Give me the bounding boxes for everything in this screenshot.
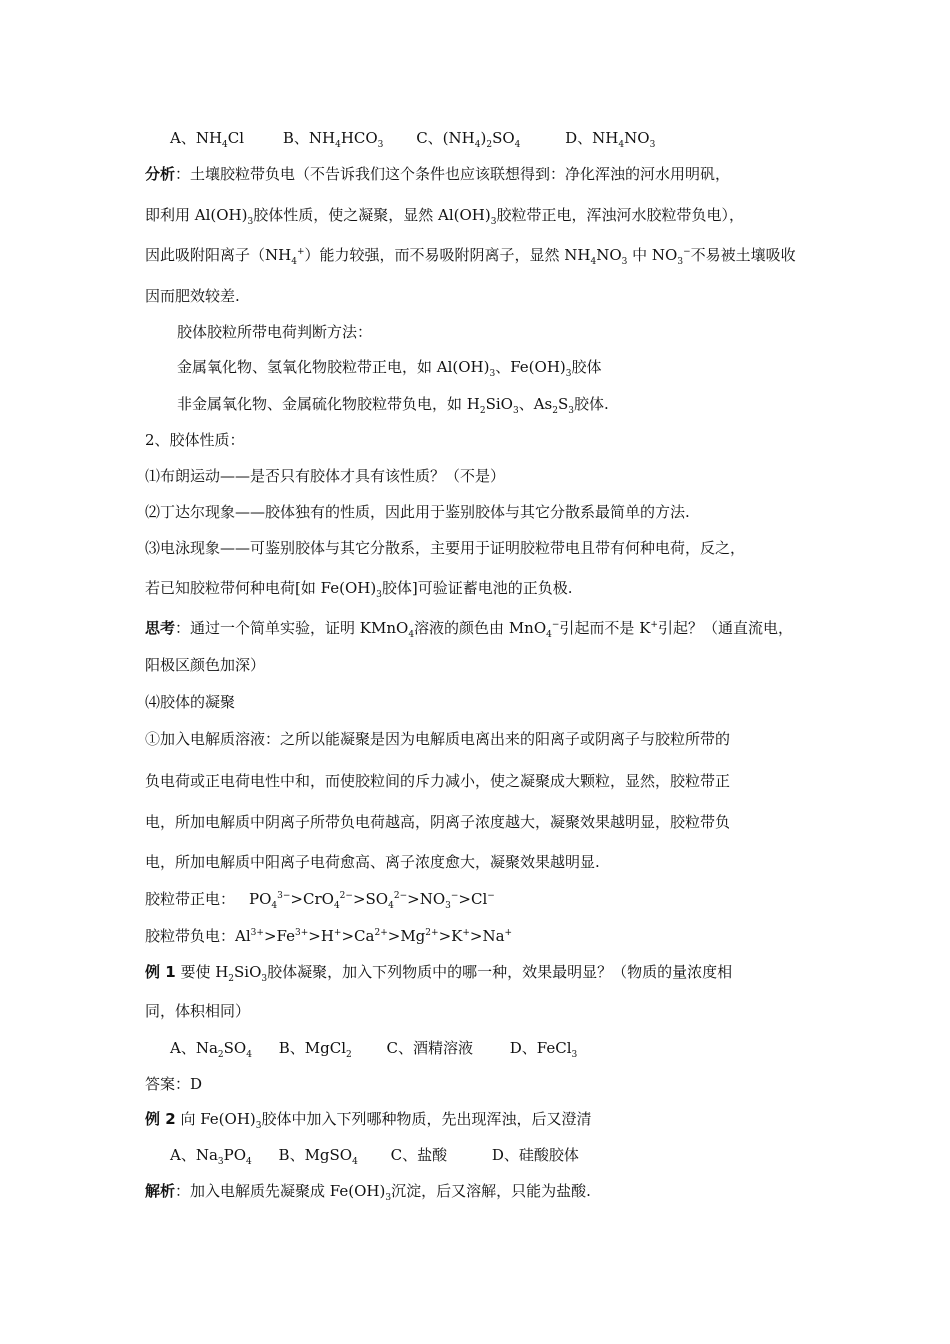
analysis-line-3: 因此吸附阳离子$(NH_4^+)$能力较强，而不易吸附阴离子，显然 $NH_4NO_3$ 中 $NO_3^-$不易被土壤吸收 (145, 246, 796, 267)
property-3-cont: 若已知胶粒带何种电荷[如 $Fe(OH)_3$胶体]可验证蓄电池的正负极. (145, 579, 573, 600)
charge-positive-line: 金属氧化物、氢氧化物胶粒带正电，如 $Al(OH)_3$、$Fe(OH)_3$胶体 (177, 358, 602, 379)
example-2-line-1: 例 2 向 $Fe(OH)_3$胶体中加入下列哪种物质，先出现浑浊，后又澄清 (145, 1110, 592, 1131)
coagulation-line-2: 负电荷或正电荷电性中和，而使胶粒间的斥力减小，使之凝聚成大颗粒，显然，胶粒带正 (145, 772, 731, 790)
example-2-options (170, 1144, 579, 1166)
option-d: D、$NH_4NO_3$ (565, 129, 656, 150)
question-options (170, 127, 655, 149)
ex1-option-d: D、FeCl$_3$ (509, 1039, 578, 1060)
example-2-label: 例 2 (145, 1110, 176, 1128)
think-line-2: 阳极区颜色加深） (145, 656, 266, 674)
coagulation-line-4: 电，所加电解质中阳离子电荷愈高、离子浓度愈大，凝聚效果越明显. (145, 853, 600, 871)
coagulation-line-1: ①加入电解质溶液：之所以能凝聚是因为电解质电离出来的阳离子或阴离子与胶粒所带的 (145, 730, 731, 748)
solution-line: 解析：加入电解质先凝聚成 $Fe(OH)_3$沉淀，后又溶解，只能为盐酸. (145, 1182, 591, 1203)
negative-series-line: 胶粒带负电：$Al^{3+}>Fe^{3+}>H^+>Ca^{2+}>Mg^{2+}>K^+>Na^+$ (145, 927, 513, 945)
positive-series-line: 胶粒带正电： $PO_4^{3-}>CrO_4^{2-}>SO_4^{2-}>NO_3^->Cl^-$ (145, 890, 495, 911)
analysis-line-1: 分析：土壤胶粒带负电（不告诉我们这个条件也应该联想得到：净化浑浊的河水用明矾， (145, 165, 731, 183)
charge-method-title: 胶体胶粒所带电荷判断方法： (177, 323, 373, 341)
coagulation-line-3: 电，所加电解质中阴离子所带负电荷越高，阴离子浓度越大，凝聚效果越明显，胶粒带负 (145, 813, 731, 831)
solution-label: 解析 (145, 1182, 176, 1200)
ex2-option-d: D、硅酸胶体 (491, 1146, 579, 1164)
option-c: C、$(NH_4)_2SO_4$ (416, 129, 521, 150)
option-b: B、$NH_4HCO_3$ (282, 129, 384, 150)
property-3: ⑶电泳现象——可鉴别胶体与其它分散系，主要用于证明胶粒带电且带有何种电荷，反之， (145, 539, 746, 557)
option-a: A、$NH_4Cl$ (170, 129, 245, 150)
analysis-label: 分析 (145, 165, 176, 183)
analysis-line-2: 即利用 $Al(OH)_3$胶体性质，使之凝聚，显然 $Al(OH)_3$胶粒带正电，浑浊河水胶粒带负电）， (145, 206, 744, 227)
example-1-answer: 答案：D (145, 1075, 203, 1093)
ex1-option-c: C、酒精溶液 (386, 1039, 473, 1057)
section-2-title: 2、胶体性质： (145, 431, 245, 449)
example-1-line-1: 例 1 要使 $H_2SiO_3$胶体凝聚，加入下列物质中的哪一种，效果最明显？（物质的量浓度相 (145, 963, 733, 984)
coagulation-title: ⑷胶体的凝聚 (145, 693, 236, 711)
charge-negative-line: 非金属氧化物、金属硫化物胶粒带负电，如 $H_2SiO_3$、$As_2S_3$胶体. (177, 395, 609, 416)
property-2: ⑵丁达尔现象——胶体独有的性质，因此用于鉴别胶体与其它分散系最简单的方法. (145, 503, 690, 521)
property-1: ⑴布朗运动——是否只有胶体才具有该性质？（不是） (145, 467, 506, 485)
ex1-option-b: B、MgCl$_2$ (278, 1039, 352, 1060)
think-line-1: 思考：通过一个简单实验，证明 KMnO$_4$溶液的颜色由 MnO$_4$−引起而不是 K+引起？（通直流电， (145, 619, 793, 640)
example-1-label: 例 1 (145, 963, 176, 981)
example-1-line-2: 同，体积相同） (145, 1002, 251, 1020)
ex2-option-a: A、$Na_3PO_4$ (170, 1146, 252, 1167)
think-label: 思考 (145, 619, 176, 637)
example-1-options (170, 1037, 577, 1059)
ex2-option-c: C、盐酸 (390, 1146, 448, 1164)
analysis-line-4: 因而肥效较差. (145, 287, 240, 305)
ex1-option-a: A、$Na_2SO_4$ (170, 1039, 252, 1060)
ex2-option-b: B、MgSO$_4$ (278, 1146, 358, 1167)
